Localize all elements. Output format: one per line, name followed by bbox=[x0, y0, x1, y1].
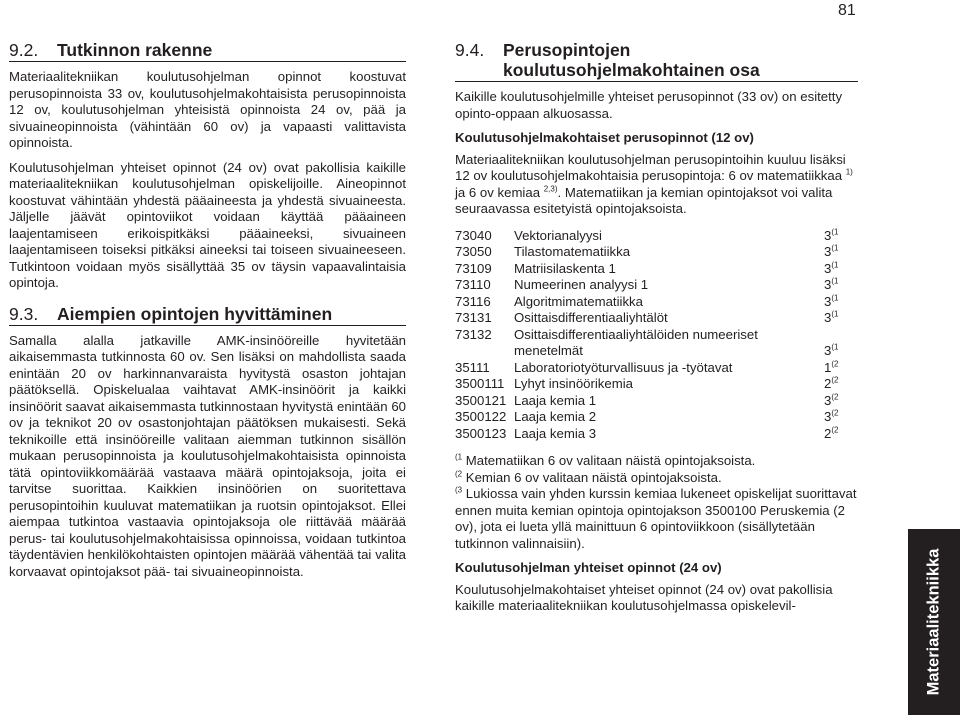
course-row bbox=[455, 294, 838, 311]
section-heading-9-3 bbox=[9, 304, 406, 324]
section-title: Tutkinnon rakenne bbox=[57, 40, 213, 60]
course-note: (1 bbox=[831, 227, 839, 237]
paragraph-math-chemistry bbox=[455, 152, 858, 218]
left-column bbox=[9, 40, 406, 588]
footnote-text: Matematiikan 6 ov valitaan näistä opintojaksoista. bbox=[462, 453, 756, 468]
course-name: Algoritmimatematiikka bbox=[514, 293, 643, 309]
course-name: Lyhyt insinöörikemia bbox=[514, 376, 633, 391]
course-name: Laboratoriotyöturvallisuus ja -työtavat bbox=[514, 359, 733, 375]
page-number: 81 bbox=[838, 2, 856, 19]
course-row bbox=[455, 343, 838, 360]
course-name: Osittaisdifferentiaaliyhtälöiden numeeriset bbox=[514, 326, 758, 342]
course-credits-cell bbox=[824, 261, 838, 278]
course-credits-cell bbox=[824, 228, 838, 245]
course-credits: 3 bbox=[824, 277, 832, 292]
course-credits: 3 bbox=[824, 310, 832, 325]
section-number: 9.4. bbox=[455, 40, 485, 60]
course-code: 73132 bbox=[455, 326, 492, 342]
course-credits: 3 bbox=[824, 392, 832, 408]
course-credits: 2 bbox=[824, 376, 832, 391]
heading-rule bbox=[455, 81, 858, 82]
course-code: 73110 bbox=[455, 277, 491, 292]
footnote-text: Lukiossa vain yhden kurssin kemiaa lukeneet opiskelijat suorittavat ennen muita kemian opintoja opintojakson 3500100 Peruskemia (2 ov), jota ei lueta yllä mainittuun 6 opintoviikkoon (sisällytetään tutkinnon valinnaisiin). bbox=[455, 486, 857, 551]
course-credits-cell bbox=[824, 343, 838, 360]
course-row bbox=[455, 409, 838, 426]
course-note: (2 bbox=[831, 408, 839, 418]
course-code: 73050 bbox=[455, 244, 492, 259]
course-credits: 2 bbox=[824, 425, 832, 441]
course-note: (1 bbox=[831, 293, 839, 303]
course-credits-cell bbox=[824, 393, 838, 410]
course-note: (1 bbox=[831, 243, 839, 253]
course-row bbox=[455, 393, 838, 410]
course-code: 3500121 bbox=[455, 392, 507, 408]
course-credits: 1 bbox=[824, 359, 832, 375]
paragraph: Materiaalitekniikan koulutusohjelman opinnot koostuvat perusopinnoista 33 ov, koulutusohjelmakohtaisista perusopinnoista 12 ov, koulutusohjelman yhteisistä opinnoista 24 ov, pää ja sivuaineopinnoista (vähintään 60 ov) ja vapaasti valittavista opinnoista. bbox=[9, 69, 406, 150]
course-note: (1 bbox=[831, 260, 839, 270]
course-row bbox=[455, 228, 838, 245]
course-name: Numeerinen analyysi 1 bbox=[514, 277, 649, 292]
course-credits-cell bbox=[824, 409, 838, 426]
course-code bbox=[455, 343, 514, 360]
course-note: (2 bbox=[831, 392, 839, 402]
course-name: Tilastomatematiikka bbox=[514, 244, 631, 259]
course-credits-cell bbox=[824, 277, 838, 294]
subheading-common-studies: Koulutusohjelman yhteiset opinnot (24 ov) bbox=[455, 560, 722, 575]
course-credits-cell bbox=[824, 244, 838, 261]
section-title: Perusopintojen bbox=[503, 40, 631, 60]
course-credits-cell bbox=[824, 360, 838, 377]
course-code: 73040 bbox=[455, 227, 492, 243]
course-row bbox=[455, 261, 838, 278]
paragraph: Koulutusohjelmakohtaiset yhteiset opinnot (24 ov) ovat pakollisia kaikille materiaalitekniikan koulutusohjelmassa opiskelevil- bbox=[455, 581, 833, 613]
course-code: 35111 bbox=[455, 359, 490, 375]
text-part: ja 6 ov kemiaa bbox=[455, 184, 544, 200]
footnotes bbox=[455, 453, 858, 552]
course-name: Vektorianalyysi bbox=[514, 227, 602, 243]
course-credits-cell bbox=[824, 376, 838, 393]
section-number: 9.3. bbox=[9, 303, 39, 324]
course-credits-cell bbox=[824, 426, 838, 443]
course-credits: 3 bbox=[824, 244, 832, 259]
footnote bbox=[455, 486, 858, 552]
footnote-mark: (3 bbox=[455, 485, 463, 495]
footnote-ref: 1) bbox=[845, 167, 853, 177]
course-table bbox=[455, 228, 838, 443]
course-code: 3500123 bbox=[455, 425, 507, 441]
footnote-mark: (2 bbox=[455, 469, 463, 479]
course-row bbox=[455, 244, 838, 261]
course-code: 3500111 bbox=[455, 376, 505, 391]
course-credits: 3 bbox=[824, 227, 832, 243]
course-code: 3500122 bbox=[455, 409, 507, 424]
side-tab-label: Materiaalitekniikka bbox=[924, 548, 943, 696]
course-credits: 3 bbox=[824, 343, 832, 358]
footnote-mark: (1 bbox=[455, 452, 463, 462]
course-name: menetelmät bbox=[514, 343, 583, 358]
subheading-program-basics: Koulutusohjelmakohtaiset perusopinnot (12 ov) bbox=[455, 130, 754, 145]
paragraph: Samalla alalla jatkaville AMK-insinööreille hyvitetään aikaisemmasta tutkinnosta 60 ov. Sen lisäksi on mahdollista saada enintään 20 ov harkinnanvaraista hyvitystä osaston johtajan päätöksellä. Opiskelualaa vaihtavat AMK-insinöörit ja kaikki insinöörit saavat aikaisemmasta tutkinnostaan hyvitystä enintään 60 ov ja teknikot 20 ov osastonjohtajan päätöksen mukaisesti. Sekä teknikoille että insinööreille valitaan aiemman tutkinnon sisällön mukaan perusopinnoista ja koulutusohjelmakohtaisista opinnoista tätä opintoviikkomäärää vastaava määrä opintojaksoja, joita ei tarvitse suorittaa. Kaikkien insinöörien on suoritettava perusopintoihin kuuluvat matematiikan ja ruotsin opintojaksot. Ellei aiempaa tutkintoa vastaavia opintojaksoja ole riittävää määrää perus- tai koulutusohjelmakohtaisissa opinnoissa, voidaan tutkintoa täydentävien henkilökohtaisten opintojen määrää vähentää tai valita korvaavat opintojaksot pää- tai sivuaineopinnoista. bbox=[9, 332, 406, 579]
course-row bbox=[455, 327, 838, 344]
paragraph: Koulutusohjelman yhteiset opinnot (24 ov) ovat pakollisia kaikille materiaalitekniikan koulutusohjelman opiskelijoille. Aineopinnot koostuvat vähintään yhdestä pääaineesta ja yhdestä sivuaineesta. Jäljelle jäävät opintoviikot voidaan käyttää pääaineen laajentamiseen erikoispitkäksi pääaineeksi, sivuaineen laajentamiseen toiseksi pitkäksi aineeksi tai toiseen sivuaineeseen. Tutkintoon voidaan myös sisällyttää 35 ov täysin vapaavalintaisia opintoja. bbox=[9, 159, 406, 290]
course-row bbox=[455, 310, 838, 327]
course-name: Laaja kemia 3 bbox=[514, 425, 597, 441]
text-part: . Matematiikan ja kemian opintojaksot voi valita seuraavassa esitetyistä opintojaksoista. bbox=[455, 184, 833, 216]
section-heading-9-2 bbox=[9, 40, 406, 60]
intro-paragraph: Kaikille koulutusohjelmille yhteiset perusopinnot (33 ov) on esitetty opinto-oppaan alkuosassa. bbox=[455, 89, 843, 121]
course-note: (2 bbox=[831, 425, 839, 435]
course-name: Laaja kemia 1 bbox=[514, 392, 597, 408]
course-credits-cell bbox=[824, 327, 838, 344]
course-name: Matriisilaskenta 1 bbox=[514, 260, 616, 276]
section-number: 9.2. bbox=[9, 40, 39, 60]
course-note: (1 bbox=[831, 276, 839, 286]
course-credits: 3 bbox=[824, 409, 832, 424]
footnote-text: Kemian 6 ov valitaan näistä opintojaksoista. bbox=[462, 469, 722, 485]
section-title: Aiempien opintojen hyvittäminen bbox=[57, 303, 333, 324]
course-note: (2 bbox=[831, 375, 839, 385]
course-credits: 3 bbox=[824, 260, 832, 276]
course-credits-cell bbox=[824, 294, 838, 311]
course-credits-cell bbox=[824, 310, 838, 327]
course-row bbox=[455, 360, 838, 377]
footnote bbox=[455, 470, 858, 487]
section-title-line2: koulutusohjelmakohtainen osa bbox=[503, 60, 760, 80]
course-row bbox=[455, 376, 838, 393]
course-credits: 3 bbox=[824, 293, 832, 309]
footnote-ref: 2,3) bbox=[543, 184, 558, 194]
course-note: (1 bbox=[831, 309, 839, 319]
course-code: 73116 bbox=[455, 293, 491, 309]
course-row bbox=[455, 426, 838, 443]
course-code: 73131 bbox=[455, 310, 492, 325]
course-row bbox=[455, 277, 838, 294]
heading-rule bbox=[9, 61, 406, 62]
text-part: Materiaalitekniikan koulutusohjelman perusopintoihin kuuluu lisäksi 12 ov koulutusohjelmakohtaisia perusopintoja: 6 ov matematiikkaa bbox=[455, 151, 846, 183]
right-column bbox=[455, 40, 858, 623]
side-tab bbox=[908, 529, 960, 715]
course-name: Laaja kemia 2 bbox=[514, 409, 597, 424]
footnote bbox=[455, 453, 858, 470]
course-code: 73109 bbox=[455, 260, 492, 276]
course-note: (1 bbox=[831, 342, 839, 352]
heading-rule bbox=[9, 325, 406, 326]
course-note: (2 bbox=[831, 359, 839, 369]
section-heading-9-4 bbox=[455, 40, 858, 60]
course-name: Osittaisdifferentiaaliyhtälöt bbox=[514, 310, 668, 325]
